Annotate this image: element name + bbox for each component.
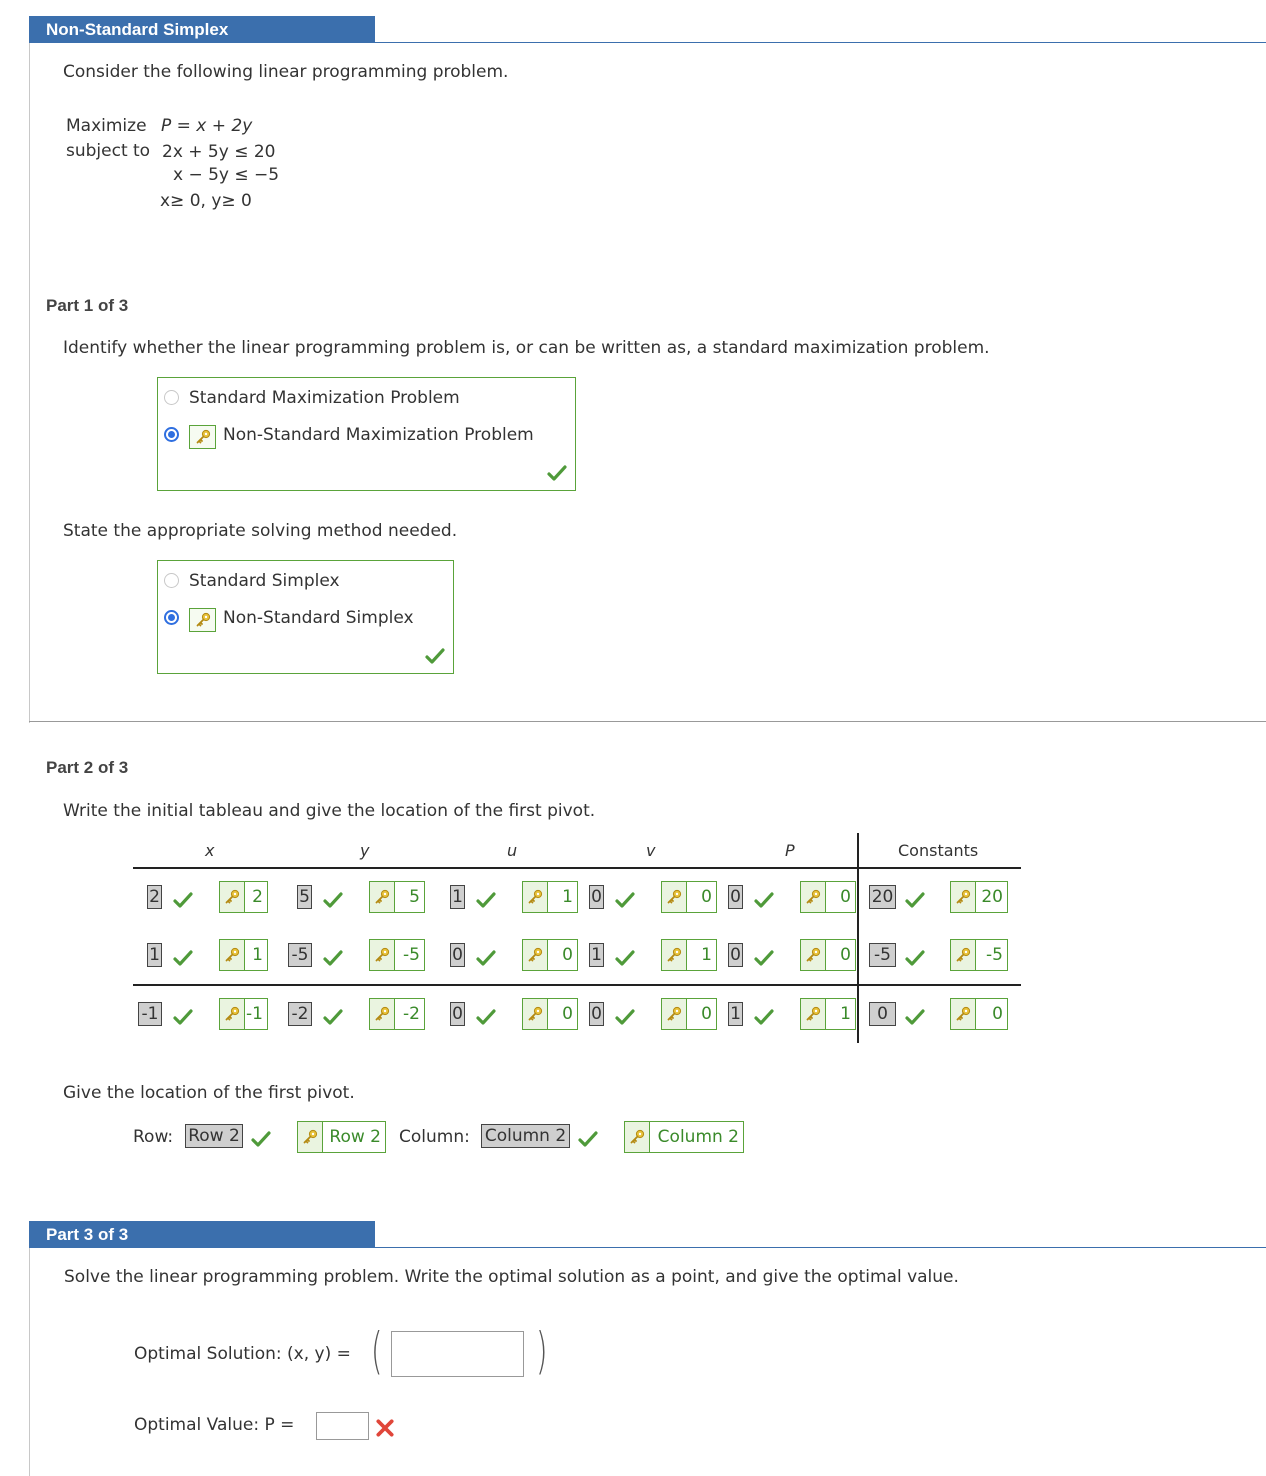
check-icon [615,1008,635,1026]
key-icon [801,882,826,912]
column-key-value: Column 2 [657,1127,739,1147]
left-border [29,1248,30,1476]
maximize-label: Maximize [66,116,147,136]
value-label: Optimal Value: P = [134,1415,295,1435]
tableau-key-value: -2 [403,1004,420,1024]
value-input[interactable] [316,1412,369,1440]
tableau-objective-rule [133,984,1021,986]
tableau-key-value: 5 [409,887,420,907]
header-rule [375,1247,1266,1248]
tableau-entry[interactable]: 0 [450,943,465,967]
q2-option-nonstandard[interactable]: Non-Standard Simplex [223,608,414,628]
tableau-key-value: 1 [840,1004,851,1024]
check-icon [425,647,445,665]
key-icon [370,882,395,912]
key-icon [523,940,548,970]
column-header-2: u [507,841,518,860]
tableau-key-answer [369,939,425,971]
check-icon [476,949,496,967]
check-icon [323,891,343,909]
row-answer[interactable]: Row 2 [185,1124,243,1148]
tableau-entry[interactable]: -2 [288,1002,312,1026]
tableau-entry[interactable]: 0 [589,1002,604,1026]
header-rule [375,42,1266,43]
tableau-key-answer [661,939,717,971]
open-paren: ( [370,1322,383,1380]
check-icon [547,464,567,482]
constants-header: Constants [898,841,979,860]
check-icon [476,891,496,909]
section-header: Non-Standard Simplex [29,16,375,43]
key-icon [951,940,976,970]
tableau-key-answer [800,939,856,971]
tableau-key-value: 0 [840,887,851,907]
tableau-key-answer [800,998,856,1030]
key-icon [801,999,826,1029]
tableau-entry[interactable]: 0 [450,1002,465,1026]
key-icon [189,608,216,632]
close-paren: ) [535,1322,548,1380]
check-icon [251,1130,271,1148]
tableau-key-answer [522,939,578,971]
tableau-entry[interactable]: 1 [450,885,465,909]
key-icon [370,940,395,970]
q1-option-standard[interactable]: Standard Maximization Problem [189,388,460,408]
part3-header: Part 3 of 3 [29,1221,375,1248]
check-icon [905,949,925,967]
tableau-key-value: -5 [986,945,1003,965]
tableau-entry[interactable]: 20 [869,885,896,909]
tableau-key-answer [219,939,268,971]
check-icon [754,891,774,909]
solution-label: Optimal Solution: (x, y) = [134,1344,351,1364]
x-icon [375,1418,395,1438]
q2-choices [157,560,454,674]
divider [29,721,1266,722]
tableau-key-value: 0 [562,945,573,965]
tableau-key-answer [950,998,1008,1030]
row-key-value: Row 2 [329,1127,381,1147]
check-icon [615,949,635,967]
key-icon [220,999,245,1029]
key-icon [625,1122,650,1152]
tableau-key-value: 0 [701,887,712,907]
key-icon [220,882,245,912]
part1-question1: Identify whether the linear programming problem is, or can be written as, a standard maximization problem. [63,338,990,358]
tableau-key-answer [661,881,717,913]
check-icon [754,1008,774,1026]
tableau-key-answer [950,939,1008,971]
objective: P = x + 2y [161,116,253,136]
tableau-constants-divider [857,833,859,1043]
tableau-key-value: 1 [701,945,712,965]
column-label: Column: [399,1127,470,1147]
intro-text: Consider the following linear programming problem. [63,62,509,82]
tableau-key-answer [219,881,268,913]
part1-question2: State the appropriate solving method needed. [63,521,458,541]
key-icon [951,882,976,912]
tableau-key-value: 1 [562,887,573,907]
check-icon [905,891,925,909]
constraint-2: x − 5y ≤ −5 [173,165,280,185]
key-icon [951,999,976,1029]
tableau-key-value: 2 [252,887,263,907]
tableau-key-answer [950,881,1008,913]
part3-question: Solve the linear programming problem. Write the optimal solution as a point, and give the optimal value. [64,1267,959,1287]
tableau-entry[interactable]: 0 [869,1002,896,1026]
pivot-prompt: Give the location of the first pivot. [63,1083,355,1103]
tableau-entry[interactable]: 1 [589,943,604,967]
check-icon [578,1130,598,1148]
key-icon [801,940,826,970]
part2-question: Write the initial tableau and give the location of the first pivot. [63,801,596,821]
tableau-entry[interactable]: -5 [288,943,312,967]
key-icon [523,999,548,1029]
key-icon [662,999,687,1029]
tableau-entry[interactable]: -1 [138,1002,162,1026]
tableau-key-answer [661,998,717,1030]
tableau-key-value: 0 [840,945,851,965]
tableau-key-value: 0 [992,1004,1003,1024]
key-icon [662,940,687,970]
part2-title: Part 2 of 3 [46,758,129,777]
check-icon [323,949,343,967]
column-answer[interactable]: Column 2 [481,1124,570,1148]
tableau-key-answer [219,998,268,1030]
key-icon [298,1122,323,1152]
key-icon [220,940,245,970]
tableau-entry[interactable]: 0 [728,885,743,909]
tableau-key-value: 20 [981,887,1003,907]
left-border [29,43,30,723]
key-icon [370,999,395,1029]
constraint-1: 2x + 5y ≤ 20 [162,142,276,162]
q1-radio-nonstandard[interactable] [164,427,179,442]
column-header-3: v [646,841,656,860]
check-icon [173,891,193,909]
q1-option-nonstandard[interactable]: Non-Standard Maximization Problem [223,425,534,445]
tableau-top-rule [133,867,1021,869]
tableau-entry[interactable]: 5 [297,885,312,909]
tableau-key-answer [522,998,578,1030]
q1-radio-standard[interactable] [164,390,179,405]
tableau-key-answer [800,881,856,913]
solution-input[interactable] [391,1331,524,1377]
key-icon [662,882,687,912]
tableau-key-answer [522,881,578,913]
check-icon [173,1008,193,1026]
subject-to-label: subject to [66,141,151,161]
row-label: Row: [133,1127,174,1147]
check-icon [173,949,193,967]
check-icon [754,949,774,967]
tableau-key-value: 0 [701,1004,712,1024]
tableau-key-value: -1 [246,1004,263,1024]
tableau-entry[interactable]: 1 [147,943,162,967]
constraint-3: x≥ 0, y≥ 0 [160,191,252,211]
check-icon [905,1008,925,1026]
tableau-entry[interactable]: 0 [589,885,604,909]
tableau-key-answer [369,998,425,1030]
check-icon [323,1008,343,1026]
part1-title: Part 1 of 3 [46,296,129,315]
q2-radio-standard[interactable] [164,573,179,588]
key-icon [189,425,216,449]
q2-radio-nonstandard[interactable] [164,610,179,625]
key-icon [523,882,548,912]
tableau-entry[interactable]: 0 [728,943,743,967]
column-key-answer [624,1121,744,1153]
q2-option-standard[interactable]: Standard Simplex [189,571,340,591]
tableau-key-value: -5 [403,945,420,965]
tableau-key-value: 0 [562,1004,573,1024]
check-icon [476,1008,496,1026]
tableau-key-value: 1 [252,945,263,965]
tableau-key-answer [369,881,425,913]
tableau-entry[interactable]: -5 [869,943,896,967]
row-key-answer [297,1121,386,1153]
tableau-entry[interactable]: 2 [147,885,162,909]
column-header-0: x [205,841,215,860]
column-header-4: P [785,841,795,860]
column-header-1: y [360,841,370,860]
tableau-entry[interactable]: 1 [728,1002,743,1026]
check-icon [615,891,635,909]
q1-choices [157,377,576,491]
